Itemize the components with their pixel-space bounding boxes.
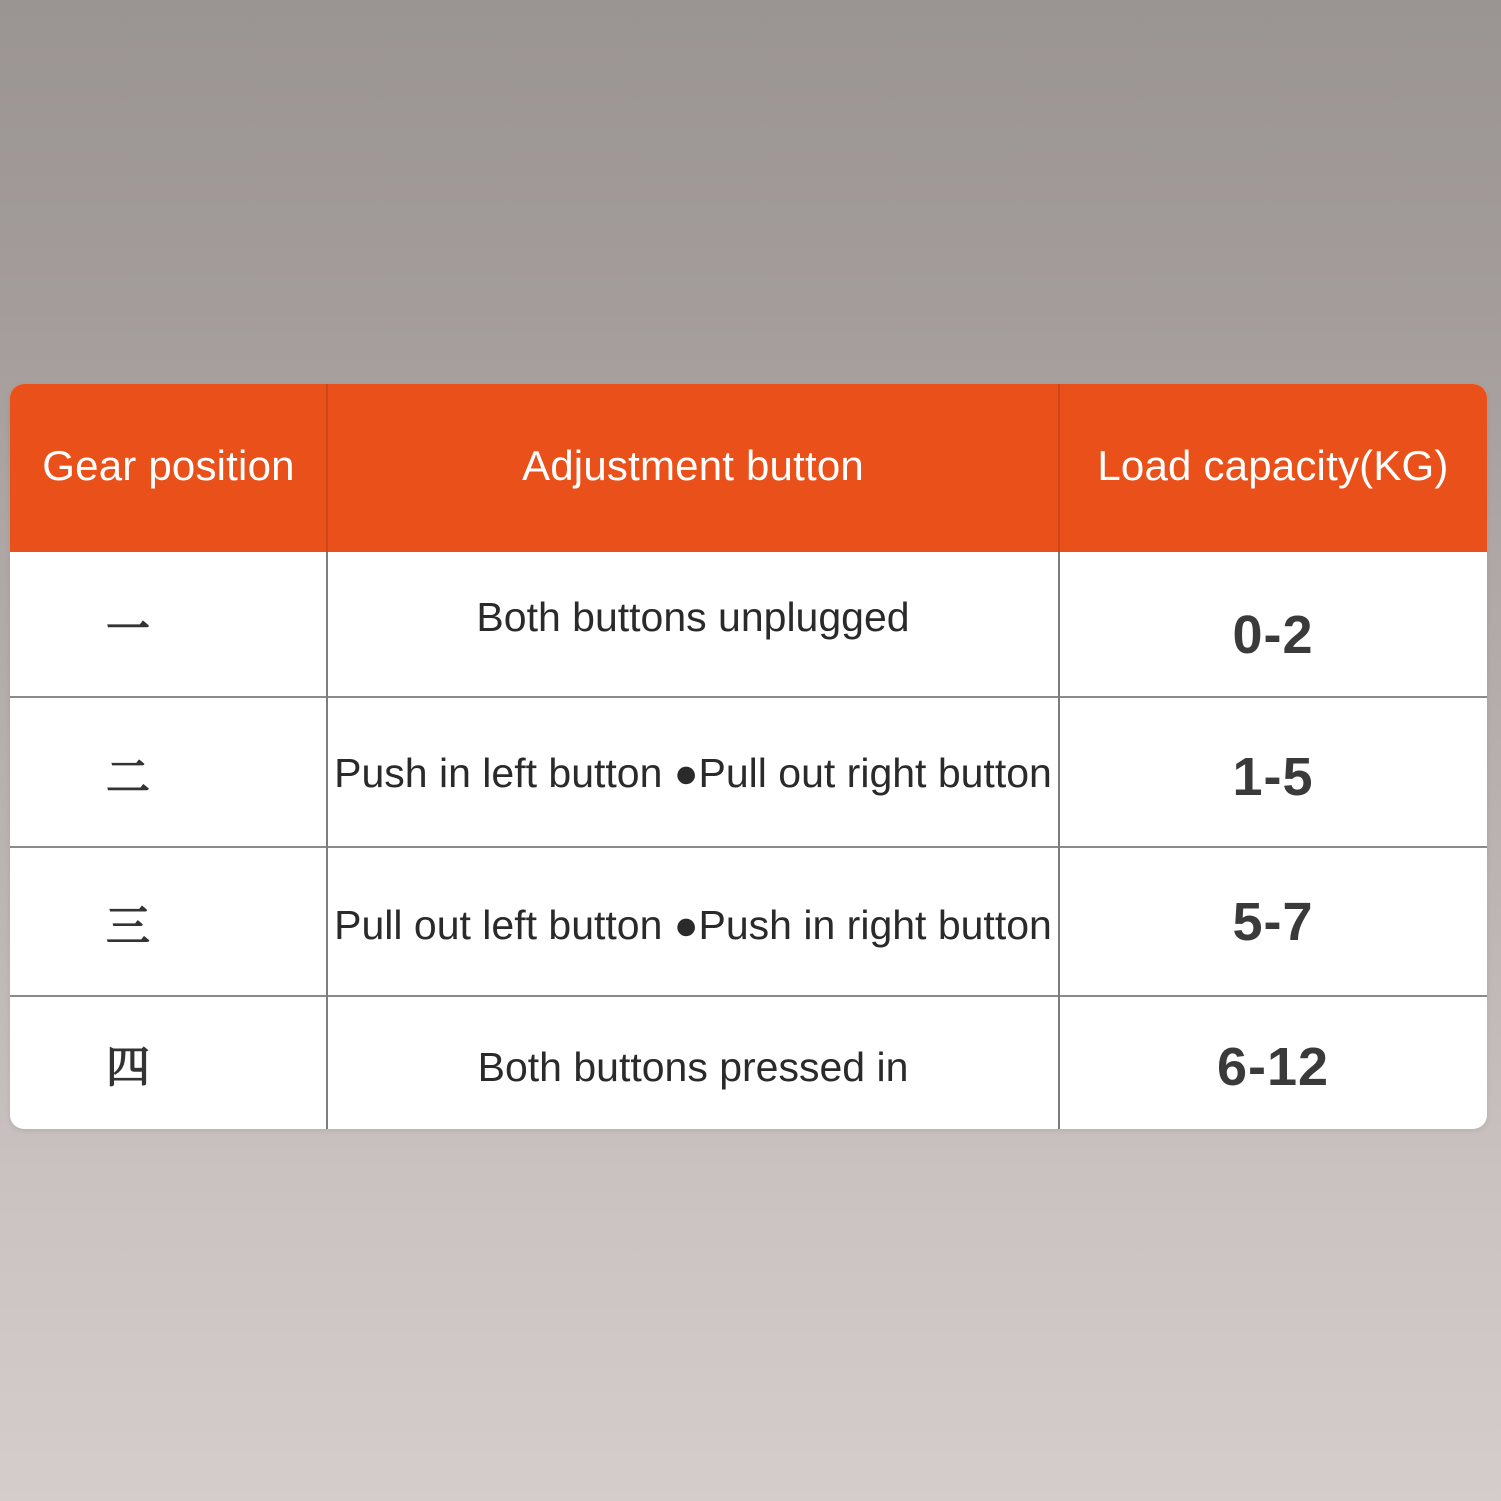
gear-load-table [10, 384, 1487, 1129]
load-cell: 5-7 [1232, 892, 1314, 952]
header-gear-position: Gear position [42, 442, 295, 489]
adjustment-cell: Both buttons unplugged [476, 593, 910, 640]
column-divider [326, 552, 328, 1129]
gear-cell: 四 [106, 1042, 150, 1093]
gear-cell: 一 [106, 603, 150, 655]
column-divider [1058, 552, 1060, 1129]
adjustment-cell: Both buttons pressed in [477, 1043, 909, 1090]
load-cell: 6-12 [1216, 1037, 1330, 1097]
gear-cell: 三 [106, 901, 150, 952]
adjustment-cell: Pull out left button ●Push in right button [334, 901, 1052, 948]
header-divider [1058, 384, 1060, 552]
header-load-capacity: Load capacity(KG) [1097, 442, 1449, 489]
adjustment-cell: Push in left button ●Pull out right button [334, 749, 1052, 796]
load-cell: 0-2 [1232, 604, 1314, 665]
load-cell: 1-5 [1232, 747, 1314, 807]
table-header-row [10, 384, 1487, 552]
gear-cell: 二 [106, 752, 150, 803]
header-adjustment-button: Adjustment button [522, 442, 864, 489]
header-divider [326, 384, 328, 552]
